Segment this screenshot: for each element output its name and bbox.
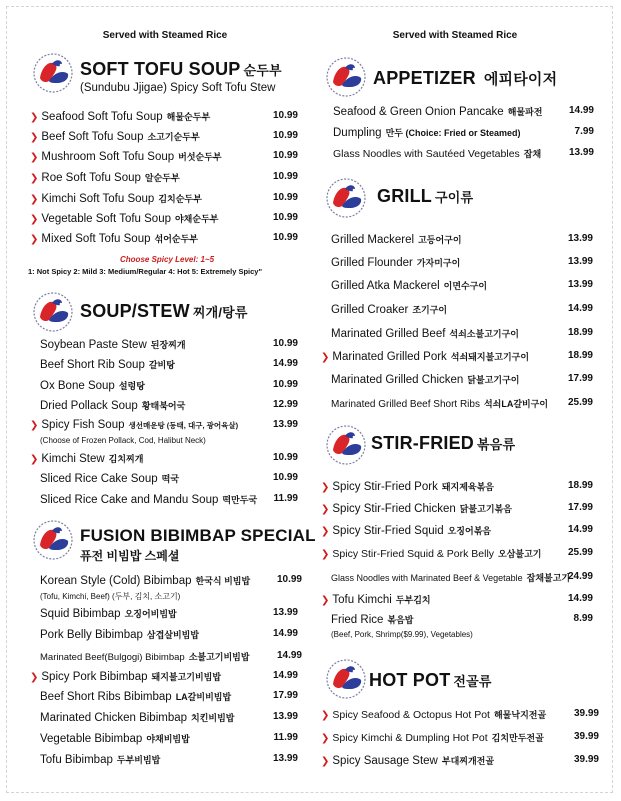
chili-icon: ❯ — [321, 549, 330, 560]
menu-item: Squid Bibimbap 오징어비빔밥 13.99 — [40, 607, 298, 620]
cold-bibimbap-note: (Tofu, Kimchi, Beef) (두부, 김치, 소고기) — [40, 592, 181, 601]
menu-item: Marinated Grilled Chicken 닭불고기구이 17.99 — [331, 373, 593, 386]
logo-icon — [325, 424, 367, 466]
chili-icon: ❯ — [321, 526, 330, 537]
menu-item: Ox Bone Soup 설렁탕 10.99 — [40, 379, 298, 392]
logo-icon — [325, 658, 367, 700]
menu-item: Grilled Mackerel 고등어구이 13.99 — [331, 233, 593, 246]
chili-icon: ❯ — [321, 482, 330, 493]
menu-item: ❯ Beef Soft Tofu Soup 소고기순두부 10.99 — [30, 130, 298, 143]
menu-item: Grilled Atka Mackerel 이면수구이 13.99 — [331, 279, 593, 292]
menu-item: ❯ Marinated Grilled Pork 석쇠돼지불고기구이 18.99 — [321, 350, 593, 363]
logo-icon — [325, 56, 367, 98]
chili-icon: ❯ — [321, 733, 330, 744]
stir-fried-title: STIR-FRIED 볶음류 — [371, 433, 516, 453]
menu-item: Fried Rice 볶음밥 8.99 — [331, 613, 593, 626]
chili-icon: ❯ — [30, 672, 39, 683]
menu-item: Sliced Rice Cake and Mandu Soup 떡만두국 11.99 — [40, 493, 298, 506]
menu-item: Pork Belly Bibimbap 삼겹살비빔밥 14.99 — [40, 628, 298, 641]
chili-icon: ❯ — [30, 454, 39, 465]
menu-item: ❯ Spicy Pork Bibimbap 돼지불고기비빔밥 14.99 — [30, 670, 298, 683]
logo-icon — [325, 177, 367, 219]
menu-item: ❯ Vegetable Soft Tofu Soup 야채순두부 10.99 — [30, 212, 298, 225]
menu-item: Beef Short Ribs Bibimbap LA갈비비빔밥 17.99 — [40, 690, 298, 703]
menu-item: Marinated Chicken Bibimbap 치킨비빔밥 13.99 — [40, 711, 298, 724]
logo-icon — [32, 52, 74, 94]
menu-item: ❯ Spicy Stir-Fried Chicken 닭불고기볶음 17.99 — [321, 502, 593, 515]
chili-icon: ❯ — [321, 504, 330, 515]
menu-item: Marinated Beef(Bulgogi) Bibimbap 소불고기비빔밥 14.99 — [40, 650, 302, 663]
menu-item: ❯ Kimchi Soft Tofu Soup 김치순두부 10.99 — [30, 192, 298, 205]
chili-icon: ❯ — [321, 595, 330, 606]
chili-icon: ❯ — [321, 756, 330, 767]
menu-item: Glass Noodles with Sautéed Vegetables 잡채 13.99 — [333, 147, 594, 160]
appetizer-title: APPETIZER 에피타이저 — [373, 68, 558, 88]
bibimbap-title-ko: 퓨전 비빔밥 스페셜 — [80, 549, 180, 563]
chili-icon: ❯ — [30, 173, 39, 184]
logo-icon — [32, 519, 74, 561]
menu-item: ❯ Kimchi Stew 김치찌개 10.99 — [30, 452, 298, 465]
fish-soup-note: (Choose of Frozen Pollack, Cod, Halibut Neck) — [40, 436, 206, 445]
soup-stew-title: SOUP/STEW 찌개/탕류 — [80, 301, 248, 321]
menu-item: Grilled Croaker 조기구이 14.99 — [331, 303, 593, 316]
menu-item: ❯ Roe Soft Tofu Soup 알순두부 10.99 — [30, 171, 298, 184]
menu-item: ❯ Spicy Stir-Fried Pork 돼지제육볶음 18.99 — [321, 480, 593, 493]
chili-icon: ❯ — [30, 152, 39, 163]
menu-item: ❯ Spicy Kimchi & Dumpling Hot Pot 김치만두전골 39.99 — [321, 731, 599, 744]
menu-item: ❯ Spicy Seafood & Octopus Hot Pot 해물낙지전골 39.99 — [321, 708, 599, 721]
menu-item: ❯ Spicy Fish Soup 생선매운탕 (동태, 대구, 광어육살) 13.99 — [30, 419, 298, 431]
chili-icon: ❯ — [321, 352, 330, 363]
menu-item: ❯ Mixed Soft Tofu Soup 섞어순두부 10.99 — [30, 232, 298, 245]
chili-icon: ❯ — [321, 710, 330, 721]
served-note-right: Served with Steamed Rice — [392, 30, 518, 41]
soft-tofu-subtitle: (Sundubu Jjigae) Spicy Soft Tofu Stew — [80, 82, 276, 94]
menu-item: ❯ Spicy Stir-Fried Squid & Pork Belly 오삼불고기 25.99 — [321, 547, 593, 560]
chili-icon: ❯ — [30, 194, 39, 205]
menu-item: Beef Short Rib Soup 갈비탕 14.99 — [40, 358, 298, 371]
menu-item: Sliced Rice Cake Soup 떡국 10.99 — [40, 472, 298, 485]
menu-item: ❯ Seafood Soft Tofu Soup 해물순두부 10.99 — [30, 110, 298, 123]
chili-icon: ❯ — [30, 420, 39, 431]
menu-item: Dumpling 만두 (Choice: Fried or Steamed) 7.99 — [333, 126, 594, 139]
menu-item: Korean Style (Cold) Bibimbap 한국식 비빔밥 10.99 — [40, 574, 302, 587]
hot-pot-title: HOT POT 전골류 — [369, 670, 492, 690]
menu-item: Grilled Flounder 가자미구이 13.99 — [331, 256, 593, 269]
menu-item: Dried Pollack Soup 황태북어국 12.99 — [40, 399, 298, 412]
spicy-level-title: Choose Spicy Level: 1~5 — [120, 255, 215, 264]
bibimbap-title: FUSION BIBIMBAP SPECIAL — [80, 526, 316, 545]
menu-item: ❯ Spicy Sausage Stew 부대찌개전골 39.99 — [321, 754, 599, 767]
menu-item: Soybean Paste Stew 된장찌개 10.99 — [40, 338, 298, 351]
menu-item: ❯ Spicy Stir-Fried Squid 오징어볶음 14.99 — [321, 524, 593, 537]
grill-title: GRILL 구이류 — [377, 186, 474, 206]
chili-icon: ❯ — [30, 234, 39, 245]
menu-item: Vegetable Bibimbap 야채비빔밥 11.99 — [40, 732, 298, 745]
menu-item: ❯ Tofu Kimchi 두부김치 14.99 — [321, 593, 593, 606]
chili-icon: ❯ — [30, 112, 39, 123]
menu-item: Marinated Grilled Beef 석쇠소불고기구이 18.99 — [331, 327, 593, 340]
menu-item: Seafood & Green Onion Pancake 해물파전 14.99 — [333, 105, 594, 118]
soft-tofu-title: SOFT TOFU SOUP 순두부 — [80, 59, 282, 79]
logo-icon — [32, 291, 74, 333]
fried-rice-note: (Beef, Pork, Shrimp($9.99), Vegetables) — [331, 630, 473, 639]
spicy-level-legend: 1: Not Spicy 2: Mild 3: Medium/Regular 4: Hot 5: Extremely Spicy" — [28, 267, 263, 276]
menu-item: ❯ Mushroom Soft Tofu Soup 버섯순두부 10.99 — [30, 150, 298, 163]
chili-icon: ❯ — [30, 214, 39, 225]
menu-item: Marinated Grilled Beef Short Ribs 석쇠LA갈비구이 25.99 — [331, 397, 593, 410]
menu-item: Tofu Bibimbap 두부비빔밥 13.99 — [40, 753, 298, 766]
served-note-left: Served with Steamed Rice — [102, 30, 228, 41]
menu-item: Glass Noodles with Marinated Beef & Vegetable 잡채불고기 24.99 — [331, 571, 593, 583]
chili-icon: ❯ — [30, 132, 39, 143]
